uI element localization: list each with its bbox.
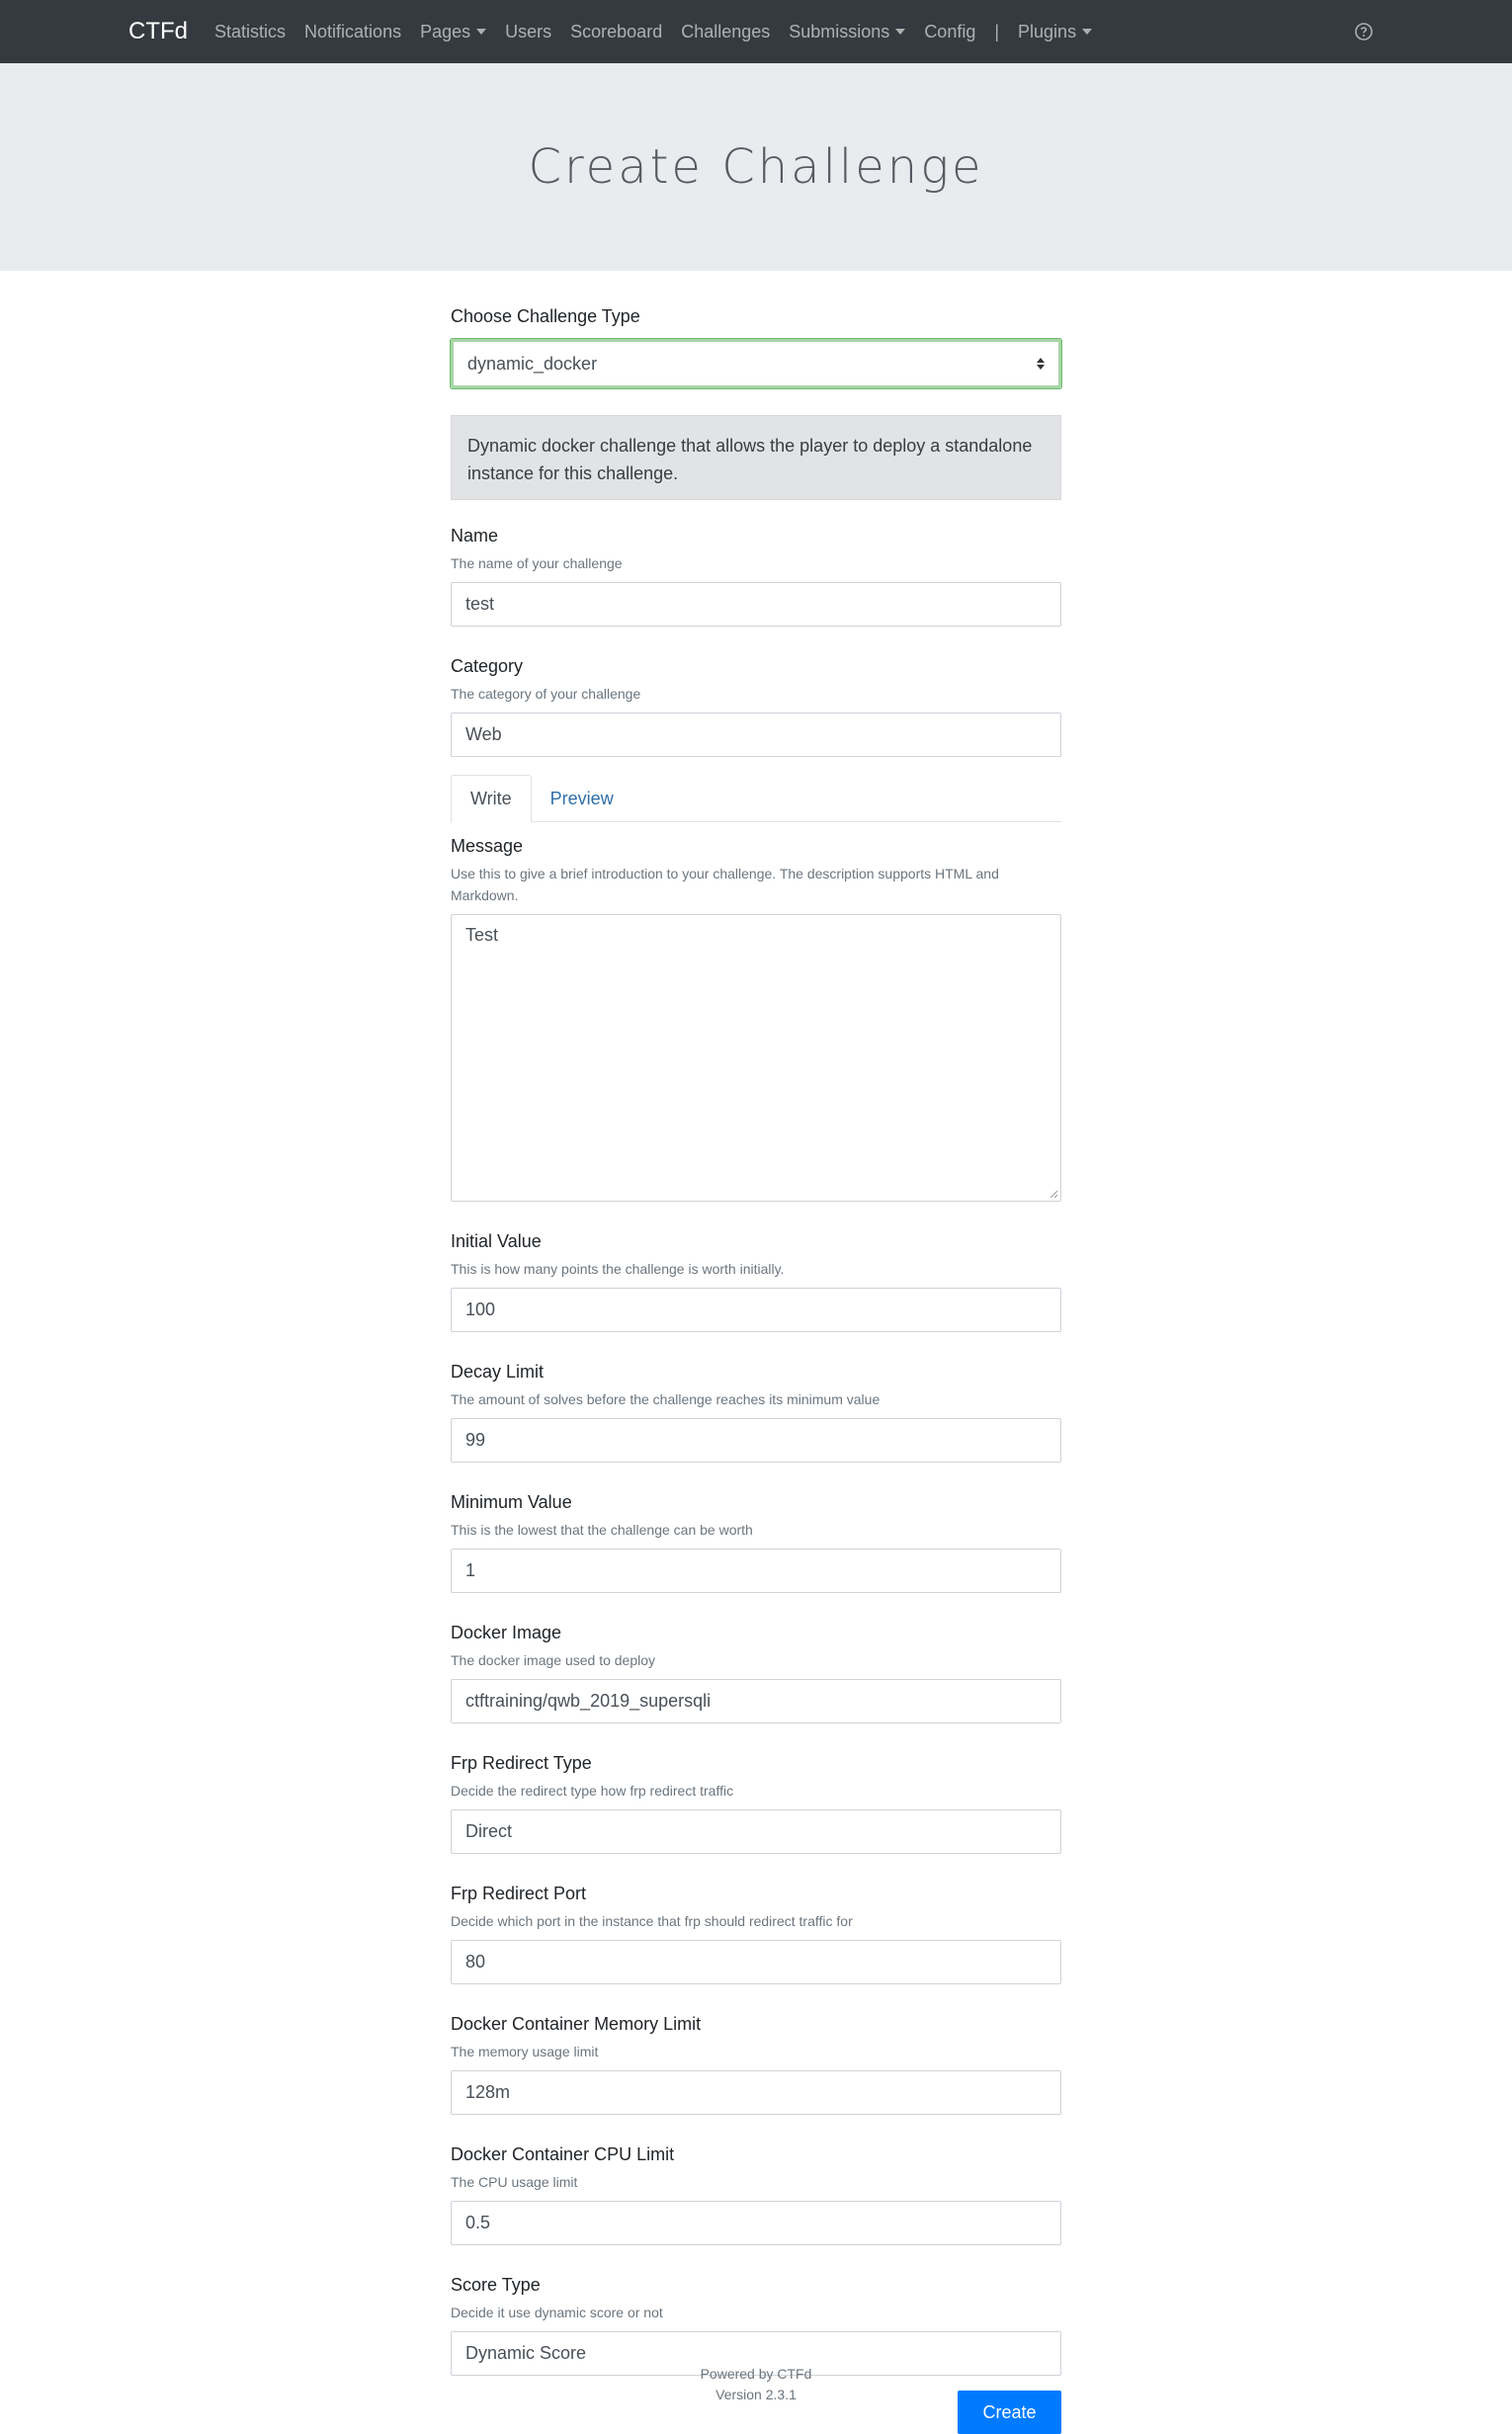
decay-limit-label: Decay Limit	[451, 1362, 545, 1382]
memory-limit-label: Docker Container Memory Limit	[451, 2014, 702, 2034]
frp-redirect-port-label: Frp Redirect Port	[451, 1884, 587, 1903]
caret-down-icon	[1082, 29, 1092, 35]
create-button[interactable]: Create	[958, 2391, 1061, 2434]
brand-logo[interactable]: CTFd	[128, 18, 188, 44]
nav-notifications[interactable]: Notifications	[304, 21, 402, 42]
name-input[interactable]: test	[451, 582, 1061, 627]
select-arrows-icon	[1037, 358, 1045, 370]
frp-redirect-port-input[interactable]: 80	[451, 1940, 1061, 1984]
docker-image-label: Docker Image	[451, 1623, 562, 1642]
frp-redirect-port-help: Decide which port in the instance that frp should redirect traffic for	[451, 1913, 853, 1929]
nav-statistics[interactable]: Statistics	[214, 21, 287, 42]
frp-redirect-type-input[interactable]: Direct	[451, 1809, 1061, 1854]
challenge-type-label: Choose Challenge Type	[451, 306, 640, 326]
score-type-help: Decide it use dynamic score or not	[451, 2305, 663, 2320]
page-title: Create Challenge	[528, 139, 984, 195]
nav-users[interactable]: Users	[505, 21, 552, 42]
editor-tabs	[451, 775, 1061, 822]
challenge-type-select[interactable]	[451, 339, 1061, 388]
score-type-input[interactable]: Dynamic Score	[451, 2331, 1061, 2376]
nav-pages-label: Pages	[420, 21, 471, 42]
minimum-value-label: Minimum Value	[451, 1492, 572, 1512]
name-label: Name	[451, 526, 499, 546]
footer	[0, 2364, 1512, 2405]
help-icon[interactable]	[1354, 22, 1374, 42]
nav-plugins-label: Plugins	[1018, 21, 1077, 42]
cpu-limit-label: Docker Container CPU Limit	[451, 2144, 675, 2164]
decay-limit-input[interactable]: 99	[451, 1418, 1061, 1463]
nav-plugins-dropdown[interactable]	[1018, 22, 1092, 42]
frp-redirect-type-label: Frp Redirect Type	[451, 1753, 592, 1773]
caret-down-icon	[895, 29, 905, 35]
category-label: Category	[451, 656, 524, 676]
message-textarea[interactable]	[451, 914, 1061, 1202]
nav-config[interactable]: Config	[924, 21, 976, 42]
name-group	[451, 526, 1061, 627]
memory-limit-group	[451, 2014, 1061, 2115]
initial-value-group	[451, 1231, 1061, 1332]
version-text: Version 2.3.1	[715, 2387, 797, 2402]
nav-pages-dropdown[interactable]	[420, 22, 486, 42]
create-challenge-form	[451, 306, 1061, 2434]
minimum-value-input[interactable]: 1	[451, 1549, 1061, 1593]
cpu-limit-group	[451, 2144, 1061, 2245]
top-navbar	[0, 0, 1512, 63]
message-text: Test	[465, 925, 499, 945]
category-help: The category of your challenge	[451, 686, 641, 702]
category-group	[451, 656, 1061, 757]
frp-redirect-type-help: Decide the redirect type how frp redirect traffic	[451, 1783, 734, 1799]
nav-scoreboard[interactable]: Scoreboard	[570, 21, 663, 42]
nav-submissions-label: Submissions	[789, 21, 890, 42]
message-help: Use this to give a brief introduction to your challenge. The description supports HTML and Markdown.	[451, 866, 999, 903]
docker-image-input[interactable]: ctftraining/qwb_2019_supersqli	[451, 1679, 1061, 1723]
message-label: Message	[451, 836, 524, 856]
tab-write[interactable]: Write	[451, 775, 532, 823]
nav-separator: |	[994, 21, 1000, 42]
initial-value-label: Initial Value	[451, 1231, 542, 1251]
frp-redirect-port-group	[451, 1884, 1061, 1984]
memory-limit-help: The memory usage limit	[451, 2044, 599, 2059]
score-type-label: Score Type	[451, 2275, 541, 2295]
page-header	[0, 63, 1512, 271]
category-input[interactable]: Web	[451, 713, 1061, 757]
minimum-value-help: This is the lowest that the challenge can be worth	[451, 1522, 753, 1538]
name-help: The name of your challenge	[451, 555, 623, 571]
caret-down-icon	[476, 29, 486, 35]
nav-submissions-dropdown[interactable]	[789, 22, 905, 42]
score-type-group	[451, 2275, 1061, 2376]
initial-value-help: This is how many points the challenge is worth initially.	[451, 1261, 785, 1277]
docker-image-help: The docker image used to deploy	[451, 1652, 656, 1668]
minimum-value-group	[451, 1492, 1061, 1593]
frp-redirect-type-group	[451, 1753, 1061, 1854]
tab-preview[interactable]: Preview	[549, 789, 614, 808]
decay-limit-help: The amount of solves before the challenge reaches its minimum value	[451, 1391, 881, 1407]
resize-grip-icon[interactable]	[1049, 1189, 1058, 1199]
challenge-type-value: dynamic_docker	[467, 353, 598, 374]
powered-by: Powered by CTFd	[700, 2366, 812, 2382]
memory-limit-input[interactable]: 128m	[451, 2070, 1061, 2115]
initial-value-input[interactable]: 100	[451, 1288, 1061, 1332]
cpu-limit-input[interactable]: 0.5	[451, 2201, 1061, 2245]
decay-limit-group	[451, 1362, 1061, 1463]
docker-image-group	[451, 1623, 1061, 1723]
cpu-limit-help: The CPU usage limit	[451, 2174, 578, 2190]
challenge-type-description: Dynamic docker challenge that allows the player to deploy a standalone instance for this challenge.	[451, 415, 1061, 500]
nav-challenges[interactable]: Challenges	[681, 21, 771, 42]
message-group	[451, 836, 1061, 1202]
